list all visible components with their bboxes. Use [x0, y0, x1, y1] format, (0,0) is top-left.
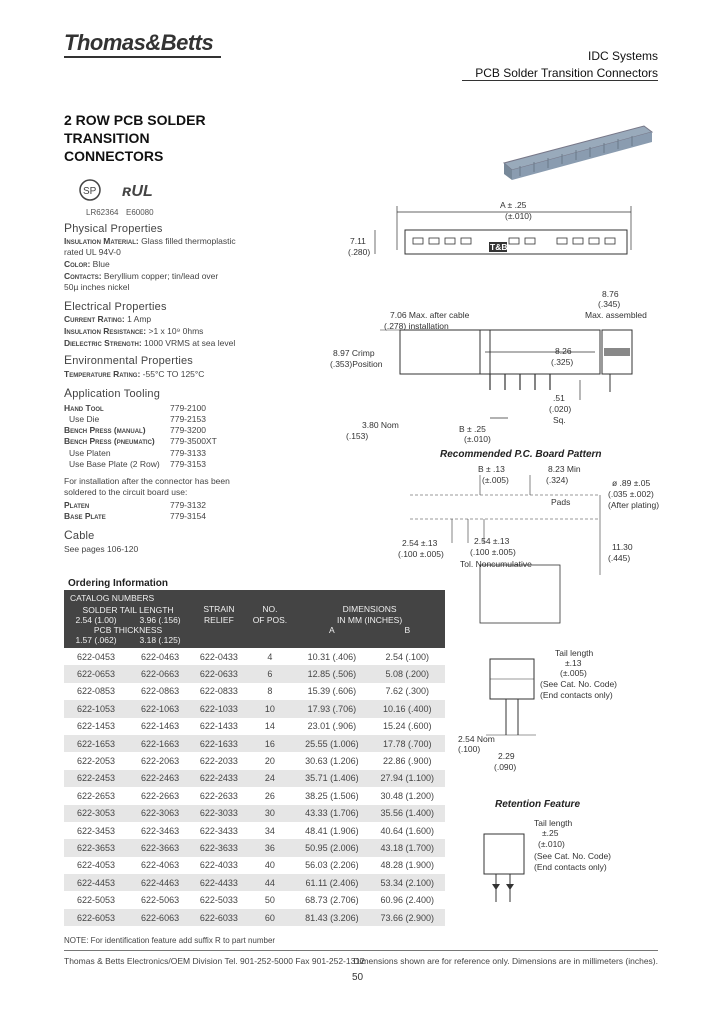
table-cell: 622-6033	[192, 909, 246, 926]
dim-max-assembled: Max. assembled	[585, 310, 647, 320]
table-cell: 17.93 (.706)	[294, 700, 369, 717]
tail-229: 2.29	[498, 751, 515, 761]
table-cell: 622-2063	[141, 756, 180, 767]
table-cell: 622-4033	[199, 860, 238, 871]
physical-line: 50µ inches nickel	[64, 282, 130, 292]
table-cell: 10.16 (.400)	[370, 700, 445, 717]
dim-706-in: (.278) installation	[384, 321, 449, 331]
csa-number: LR62364	[86, 208, 119, 217]
table-cell: 4	[267, 651, 273, 662]
table-cell: 53.34 (2.100)	[370, 874, 445, 891]
ordering-note: NOTE: For identification feature add suffix R to part number	[64, 936, 276, 945]
table-cell: 27.94 (1.100)	[370, 770, 445, 787]
table-cell: 622-0663	[128, 665, 192, 682]
table-cell: 25.55 (1.006)	[294, 735, 369, 752]
table-cell: 622-0653	[64, 665, 128, 682]
tool-row: Platen 779-3132	[64, 500, 206, 510]
table-cell: 622-3463	[141, 825, 180, 836]
table-cell: 622-1663	[128, 735, 192, 752]
header-subcategory: PCB Solder Transition Connectors	[475, 66, 658, 80]
table-cell: 622-2633	[199, 790, 238, 801]
table-row	[64, 648, 445, 665]
logo-underline	[64, 56, 221, 58]
table-row	[64, 891, 445, 908]
table-row	[64, 822, 445, 839]
table-cell: 50.95 (2.006)	[294, 839, 369, 856]
table-cell: 622-0433	[199, 651, 238, 662]
table-cell: 7.62 (.300)	[385, 686, 430, 697]
table-cell: 48.28 (1.900)	[380, 860, 435, 871]
table-row	[64, 787, 445, 804]
physical-line: Color: Blue	[64, 259, 110, 269]
table-row	[64, 874, 445, 891]
table-cell: 15.39 (.606)	[307, 686, 357, 697]
table-row	[64, 752, 445, 769]
front-view-drawing	[345, 200, 635, 270]
table-cell: 34	[264, 825, 275, 836]
table-cell: 10.31 (.406)	[307, 651, 357, 662]
table-row	[64, 735, 445, 752]
table-cell: 10	[246, 700, 295, 717]
pcb-pattern-title: Recommended P.C. Board Pattern	[440, 449, 602, 460]
tool-row: Bench Press (pneumatic) 779-3500XT	[64, 436, 217, 446]
ret-t3: (±.010)	[538, 839, 565, 849]
table-cell: 622-2663	[141, 790, 180, 801]
pcb-pads: Pads	[551, 497, 571, 507]
tail-t4: (See Cat. No. Code)	[540, 679, 618, 689]
table-cell: 30.48 (1.200)	[380, 790, 435, 801]
tooling-heading: Application Tooling	[64, 386, 161, 400]
table-cell: 622-3053	[64, 805, 128, 822]
table-cell: 60	[246, 909, 295, 926]
tail-t1: Tail length	[555, 648, 594, 658]
dim-a: A ± .25	[500, 200, 527, 210]
table-cell: 622-2053	[76, 756, 116, 767]
table-cell: 622-4063	[141, 860, 180, 871]
table-cell: 622-2653	[76, 790, 116, 801]
header-category: IDC Systems	[587, 49, 658, 63]
table-cell: 16	[246, 735, 295, 752]
table-cell: 44	[246, 874, 295, 891]
table-cell: 14	[264, 721, 275, 732]
pcb-254a: 2.54 ±.13	[402, 538, 438, 548]
tail-229-in: (.090)	[494, 762, 517, 772]
table-cell: 20	[264, 756, 275, 767]
table-cell: 622-6063	[128, 909, 192, 926]
page-number: 50	[352, 972, 364, 983]
table-cell: 622-4433	[192, 874, 246, 891]
physical-heading: Physical Properties	[64, 221, 163, 235]
dim-706: 7.06 Max. after cable	[390, 310, 470, 320]
table-row	[64, 718, 445, 735]
table-cell: 622-1063	[128, 700, 192, 717]
dim-380: 3.80 Nom	[362, 420, 399, 430]
table-row	[64, 770, 445, 787]
physical-line: Insulation Material: Glass filled thermoplastic	[64, 236, 236, 246]
tool-row: Bench Press (manual) 779-3200	[64, 425, 206, 435]
tail-t5: (End contacts only)	[540, 690, 613, 700]
table-cell: 17.78 (.700)	[370, 735, 445, 752]
dim-826-in: (.325)	[551, 357, 574, 367]
ordering-table: CATALOG NUMBERS SOLDER TAIL LENGTH STRAIN NO. DIMENSIONS 2.54 (1.00) 3.96 (.156) RELIEF OF POS. IN MM (INCHES) PCB THICKNESS A B 1.57 (.062) 3.18 (.125) 622-0453 622-0463 622-0433 4 10.31 (.406) 2.54 (.100) 622-0653 622-0663 622-0633 6 12.85 (.506) 5.08 (.200) 622-0853 622-0863 622-0833 8 15.39 (.606) 7.62 (.300) 622-1053 622-1063 622-1033 10 17.93 (.706) 10.16 (.400) 622-1453 622-1463 622-1433 14 23.01 (.906) 15.24 (.600) 622-1653 622-1663 622-1633 16 25.55 (1.006) 17.78 (.700) 622-2053 622-2063 622-2033 20 30.63 (1.206) 22.86 (.900) 622-2453 622-2463 622-2433 24 35.71 (1.406) 27.94 (1.100) 622-2653 622-2663 622-2633 26 38.25 (1.506) 30.48 (1.200) 622-3053 622-3063 622-3033 30 43.33 (1.706) 35.56 (1.400) 622-3453 622-3463 622-3433 34 48.41 (1.906) 40.64 (1.600) 622-3653 622-3663 622-3633 36 50.95 (2.006) 43.18 (1.700) 622-4053 622-4063 622-4033 40 56.03 (2.206) 48.28 (1.900) 622-4453 622-4463 622-4433 44 61.11 (2.406) 53.34 (2.100) 622-5053 622-5063 622-5033 50 68.73 (2.706) 60.96 (2.400) 622-6053 622-6063 622-6033 60 81.43 (3.206) 73.66 (2.900)	[64, 590, 445, 926]
cert-logos	[78, 178, 158, 206]
pcb-b-in: (±.005)	[482, 475, 509, 485]
table-cell: 622-2433	[192, 770, 246, 787]
dim-b-in: (±.010)	[464, 434, 491, 444]
tooling-note: For installation after the connector has been soldered to the circuit board use:	[64, 476, 230, 497]
retention-title: Retention Feature	[495, 799, 581, 810]
pcb-823: 8.23 Min	[548, 464, 581, 474]
tail-detail-drawing	[486, 655, 546, 765]
table-cell: 15.24 (.600)	[383, 721, 432, 732]
table-cell: 622-3653	[64, 839, 128, 856]
ret-t5: (End contacts only)	[534, 862, 607, 872]
table-cell: 50	[264, 895, 275, 906]
dim-876-in: (.345)	[598, 299, 621, 309]
table-cell: 622-0453	[76, 651, 116, 662]
table-cell: 622-0463	[141, 651, 180, 662]
dim-897-in: (.353)Position	[330, 359, 383, 369]
table-cell: 48.41 (1.906)	[305, 825, 359, 836]
pcb-254a-in: (.100 ±.005)	[398, 549, 444, 559]
table-cell: 622-3033	[192, 805, 246, 822]
table-cell: 622-0863	[141, 686, 180, 697]
dim-897: 8.97 Crimp	[333, 348, 375, 358]
table-cell: 622-3633	[192, 839, 246, 856]
pcb-254b: 2.54 ±.13	[474, 536, 510, 546]
table-cell: 12.85 (.506)	[294, 665, 369, 682]
table-cell: 8	[267, 686, 273, 697]
pcb-254b-in: (.100 ±.005)	[470, 547, 516, 557]
electrical-line: Current Rating: 1 Amp	[64, 314, 152, 324]
csa-logo-icon	[80, 180, 100, 200]
footer-contact: Thomas & Betts Electronics/OEM Division Tel. 901-252-5000 Fax 901-252-1312	[64, 956, 365, 966]
tail-nom: 2.54 Nom	[458, 734, 495, 744]
dim-380-in: (.153)	[346, 431, 369, 441]
ret-t1: Tail length	[534, 818, 573, 828]
table-cell: 622-5063	[141, 895, 180, 906]
table-cell: 622-4463	[128, 874, 192, 891]
cable-text: See pages 106-120	[64, 544, 139, 554]
table-cell: 622-5053	[76, 895, 116, 906]
table-cell: 622-0853	[76, 686, 116, 697]
dim-051-in: (.020)	[549, 404, 572, 414]
table-cell: 622-0833	[199, 686, 238, 697]
environmental-line: Temperature Rating: -55°C TO 125°C	[64, 369, 205, 379]
electrical-line: Insulation Resistance: >1 x 10⁹ 0hms	[64, 326, 204, 336]
dim-711: 7.11	[350, 236, 366, 246]
table-cell: 622-6053	[64, 909, 128, 926]
ordering-title: Ordering Information	[68, 578, 168, 589]
tool-row: Use Platen 779-3133	[69, 448, 206, 458]
table-row	[64, 700, 445, 717]
table-cell: 81.43 (3.206)	[294, 909, 369, 926]
tool-row: Hand Tool 779-2100	[64, 403, 206, 413]
table-cell: 622-1653	[64, 735, 128, 752]
dim-051: .51	[553, 393, 565, 403]
table-row	[64, 665, 445, 682]
table-cell: 622-0633	[192, 665, 246, 682]
tool-row: Use Base Plate (2 Row) 779-3153	[69, 459, 206, 469]
table-cell: 622-2453	[64, 770, 128, 787]
table-cell: 26	[264, 790, 275, 801]
pcb-b: B ± .13	[478, 464, 505, 474]
table-cell: 622-2033	[199, 756, 238, 767]
table-cell: 622-1433	[199, 721, 238, 732]
dim-b: B ± .25	[459, 424, 486, 434]
table-cell: 43.18 (1.700)	[370, 839, 445, 856]
dim-051-sq: Sq.	[553, 415, 566, 425]
table-cell: 2.54 (.100)	[385, 651, 430, 662]
ul-number: E60080	[126, 208, 154, 217]
table-cell: 622-3453	[76, 825, 116, 836]
table-cell: 22.86 (.900)	[383, 756, 432, 767]
table-cell: 30	[246, 805, 295, 822]
table-cell: 43.33 (1.706)	[294, 805, 369, 822]
physical-line: Contacts: Beryllium copper; tin/lead over	[64, 271, 219, 281]
table-cell: 622-3063	[128, 805, 192, 822]
table-cell: 68.73 (2.706)	[305, 895, 359, 906]
electrical-line: Dielectric Strength: 1000 VRMS at sea level	[64, 338, 236, 348]
dim-826: 8.26	[555, 346, 572, 356]
tail-nom-in: (.100)	[458, 744, 481, 754]
pcb-hole-in: (.035 ±.002)	[608, 489, 654, 499]
table-cell: 622-1633	[192, 735, 246, 752]
table-cell: 622-3433	[199, 825, 238, 836]
table-row	[64, 805, 445, 822]
physical-line: rated UL 94V-0	[64, 247, 121, 257]
table-cell: 30.63 (1.206)	[305, 756, 359, 767]
pcb-1130-in: (.445)	[608, 553, 631, 563]
table-cell: 36	[246, 839, 295, 856]
table-cell: 35.71 (1.406)	[294, 770, 369, 787]
tool-row: Use Die 779-2153	[69, 414, 206, 424]
table-row	[64, 683, 445, 700]
page-title: 2 ROW PCB SOLDER TRANSITION CONNECTORS	[64, 112, 206, 164]
dim-876: 8.76	[602, 289, 619, 299]
tail-t2: ±.13	[565, 658, 582, 668]
footer-rule	[64, 950, 658, 951]
table-cell: 6	[246, 665, 295, 682]
table-cell: 60.96 (2.400)	[380, 895, 435, 906]
dim-a-in: (±.010)	[505, 211, 532, 221]
table-cell: 35.56 (1.400)	[370, 805, 445, 822]
table-cell: 73.66 (2.900)	[370, 909, 445, 926]
pcb-823-in: (.324)	[546, 475, 569, 485]
table-cell: 622-2463	[128, 770, 192, 787]
table-cell: 622-1453	[76, 721, 116, 732]
table-cell: 5.08 (.200)	[370, 665, 445, 682]
pcb-hole: ø .89 ±.05	[612, 478, 651, 488]
table-cell: 56.03 (2.206)	[305, 860, 359, 871]
environmental-heading: Environmental Properties	[64, 353, 193, 367]
pcb-hole-note: (After plating)	[608, 500, 660, 510]
table-cell: 622-4453	[64, 874, 128, 891]
electrical-heading: Electrical Properties	[64, 299, 167, 313]
tb-mark: T&B	[490, 242, 508, 252]
table-cell: 622-1053	[64, 700, 128, 717]
table-cell: 622-1033	[192, 700, 246, 717]
ret-t2: ±.25	[542, 828, 559, 838]
connector-photo	[494, 108, 664, 188]
pcb-1130: 11.30	[612, 542, 633, 552]
svg-text:ʀUL: ʀUL	[122, 183, 153, 200]
ret-t4: (See Cat. No. Code)	[534, 851, 612, 861]
svg-text:SP: SP	[83, 186, 97, 197]
table-cell: 622-5033	[199, 895, 238, 906]
dim-711-in: (.280)	[348, 247, 371, 257]
table-cell: 40	[264, 860, 275, 871]
footer-disclaimer: Dimensions shown are for reference only. Dimensions are in millimeters (inches).	[353, 956, 658, 966]
table-cell: 61.11 (2.406)	[294, 874, 369, 891]
tail-t3: (±.005)	[560, 668, 587, 678]
pcb-tol: Tol. Noncumulative	[460, 559, 532, 569]
table-cell: 38.25 (1.506)	[305, 790, 359, 801]
table-cell: 24	[246, 770, 295, 787]
table-cell: 23.01 (.906)	[307, 721, 357, 732]
table-cell: 622-3663	[128, 839, 192, 856]
table-row	[64, 909, 445, 926]
header-rule	[462, 80, 658, 81]
ul-logo-icon	[122, 183, 153, 200]
cable-heading: Cable	[64, 528, 95, 542]
table-cell: 622-1463	[141, 721, 180, 732]
retention-drawing	[478, 830, 538, 910]
table-row	[64, 839, 445, 856]
table-cell: 40.64 (1.600)	[380, 825, 435, 836]
table-cell: 622-4053	[76, 860, 116, 871]
tool-row: Base Plate 779-3154	[64, 511, 206, 521]
table-row	[64, 857, 445, 874]
brand-logo: Thomas&Betts	[64, 30, 214, 55]
